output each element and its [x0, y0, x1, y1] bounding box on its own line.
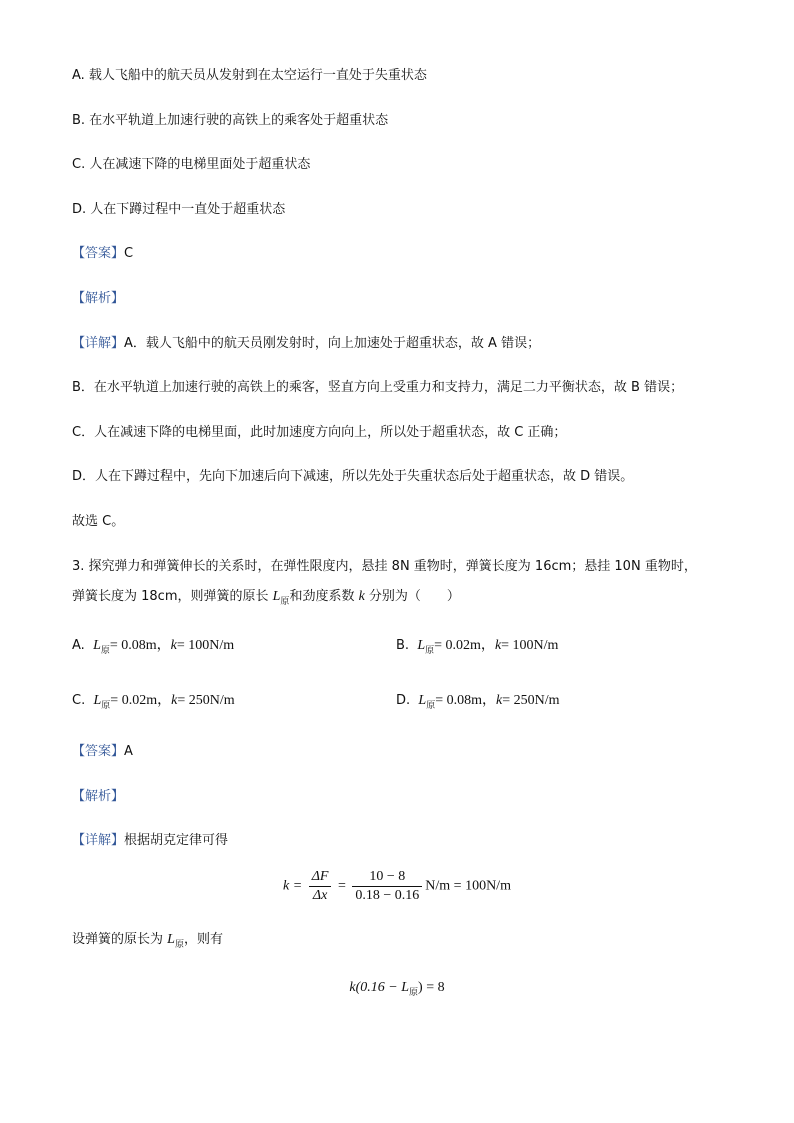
L-value: = 0.08m， [109, 638, 171, 653]
q2-answer [72, 244, 133, 264]
detail-label: 【详解】 [72, 833, 125, 848]
detail-text: 根据胡克定律可得 [124, 833, 229, 848]
L-symbol: L [93, 638, 101, 653]
answer-value: C [124, 246, 134, 261]
L-symbol: L [167, 932, 175, 947]
q2-option-b: B. 在水平轨道上加速行驶的高铁上的乘客处于超重状态 [72, 113, 389, 128]
option-label: C. [72, 693, 86, 708]
answer-label: 【答案】 [72, 744, 125, 759]
L-value: = 0.08m， [435, 693, 497, 708]
L-subscript: 原 [425, 646, 435, 656]
L-subscript: 原 [100, 646, 110, 656]
eq-sign: = [337, 878, 346, 894]
q2-detail-line-4: D．人在下蹲过程中，先向下加速后向下减速，所以先处于失重状态后处于超重状态，故 D 错误。 [72, 469, 634, 484]
k-symbol: k [170, 638, 177, 653]
L-subscript: 原 [280, 597, 290, 607]
k-value: = 250N/m [502, 693, 560, 708]
L-symbol: L [417, 638, 426, 653]
q3-setup-text [72, 930, 223, 955]
q3-option-a [72, 636, 234, 661]
q2-option-a: A. 载人飞船中的航天员从发射到在太空运行一直处于失重状态 [72, 68, 427, 83]
option-label: D. [396, 693, 411, 708]
stem-text: 和劲度系数 [289, 589, 359, 604]
k-value: = 100N/m [501, 638, 559, 653]
answer-value: A [124, 744, 133, 759]
q3-stem-line-2 [72, 587, 460, 612]
q3-stem-line-1: 3. 探究弹力和弹簧伸长的关系时，在弹性限度内，悬挂 8N 重物时，弹簧长度为 16cm；悬挂 10N 重物时， [72, 559, 697, 574]
option-label: A. [72, 638, 85, 653]
setup-text: 设弹簧的原长为 [72, 932, 168, 947]
L-subscript: 原 [426, 701, 436, 711]
detail-text: A．载人飞船中的航天员刚发射时，向上加速处于超重状态，故 A 错误； [124, 336, 541, 351]
q3-detail [72, 831, 228, 851]
k-symbol: k [494, 638, 502, 653]
k-symbol: k [496, 693, 503, 708]
q2-conclusion: 故选 C。 [72, 514, 125, 529]
fraction-dF-dx [309, 868, 332, 905]
eq2-right: ) = 8 [418, 980, 445, 995]
k-value: = 100N/m [176, 638, 235, 653]
q3-answer [72, 742, 133, 762]
frac-numerator: ΔF [309, 868, 332, 887]
L-symbol: L [272, 589, 281, 604]
eq-rhs: N/m = 100N/m [425, 878, 511, 894]
L-value: = 0.02m， [434, 638, 495, 653]
frac-numerator: 10 − 8 [352, 868, 422, 887]
eq2-left: k(0.16 − [349, 980, 402, 995]
q3-analysis-label: 【解析】 [72, 789, 125, 804]
k-symbol: k [358, 589, 365, 604]
L-subscript: 原 [174, 940, 184, 950]
fraction-values [352, 868, 422, 905]
equation-original-length [0, 980, 794, 998]
L-value: = 0.02m， [110, 693, 172, 708]
frac-denominator: 0.18 − 0.16 [355, 888, 420, 903]
L-symbol: L [93, 693, 102, 708]
q2-option-c: C. 人在减速下降的电梯里面处于超重状态 [72, 157, 311, 172]
answer-label: 【答案】 [72, 246, 125, 261]
q2-analysis-label: 【解析】 [72, 291, 125, 306]
L-symbol: L [401, 980, 410, 995]
stem-text: 分别为（ ） [364, 589, 460, 604]
equation-hooke [0, 868, 794, 905]
k-symbol: k [171, 693, 178, 708]
q2-option-d: D. 人在下蹲过程中一直处于超重状态 [72, 202, 286, 217]
stem-text: 弹簧长度为 18cm，则弹簧的原长 [72, 589, 273, 604]
L-subscript: 原 [101, 701, 111, 711]
L-subscript: 原 [409, 988, 419, 998]
q2-detail-line-2: B．在水平轨道上加速行驶的高铁上的乘客，竖直方向上受重力和支持力，满足二力平衡状态，故 B 错误； [72, 380, 684, 395]
setup-text: ，则有 [183, 932, 223, 947]
eq-lhs: k = [283, 878, 303, 894]
detail-label: 【详解】 [72, 336, 125, 351]
q2-detail-line-1 [72, 334, 540, 354]
option-label: B. [396, 638, 410, 653]
q3-option-d [396, 691, 560, 716]
q2-detail-line-3: C．人在减速下降的电梯里面，此时加速度方向向上，所以处于超重状态，故 C 正确； [72, 425, 567, 440]
frac-denominator: Δx [312, 888, 328, 903]
k-value: = 250N/m [177, 693, 235, 708]
q3-option-b [396, 636, 558, 661]
q3-option-c [72, 691, 235, 716]
L-symbol: L [418, 693, 427, 708]
